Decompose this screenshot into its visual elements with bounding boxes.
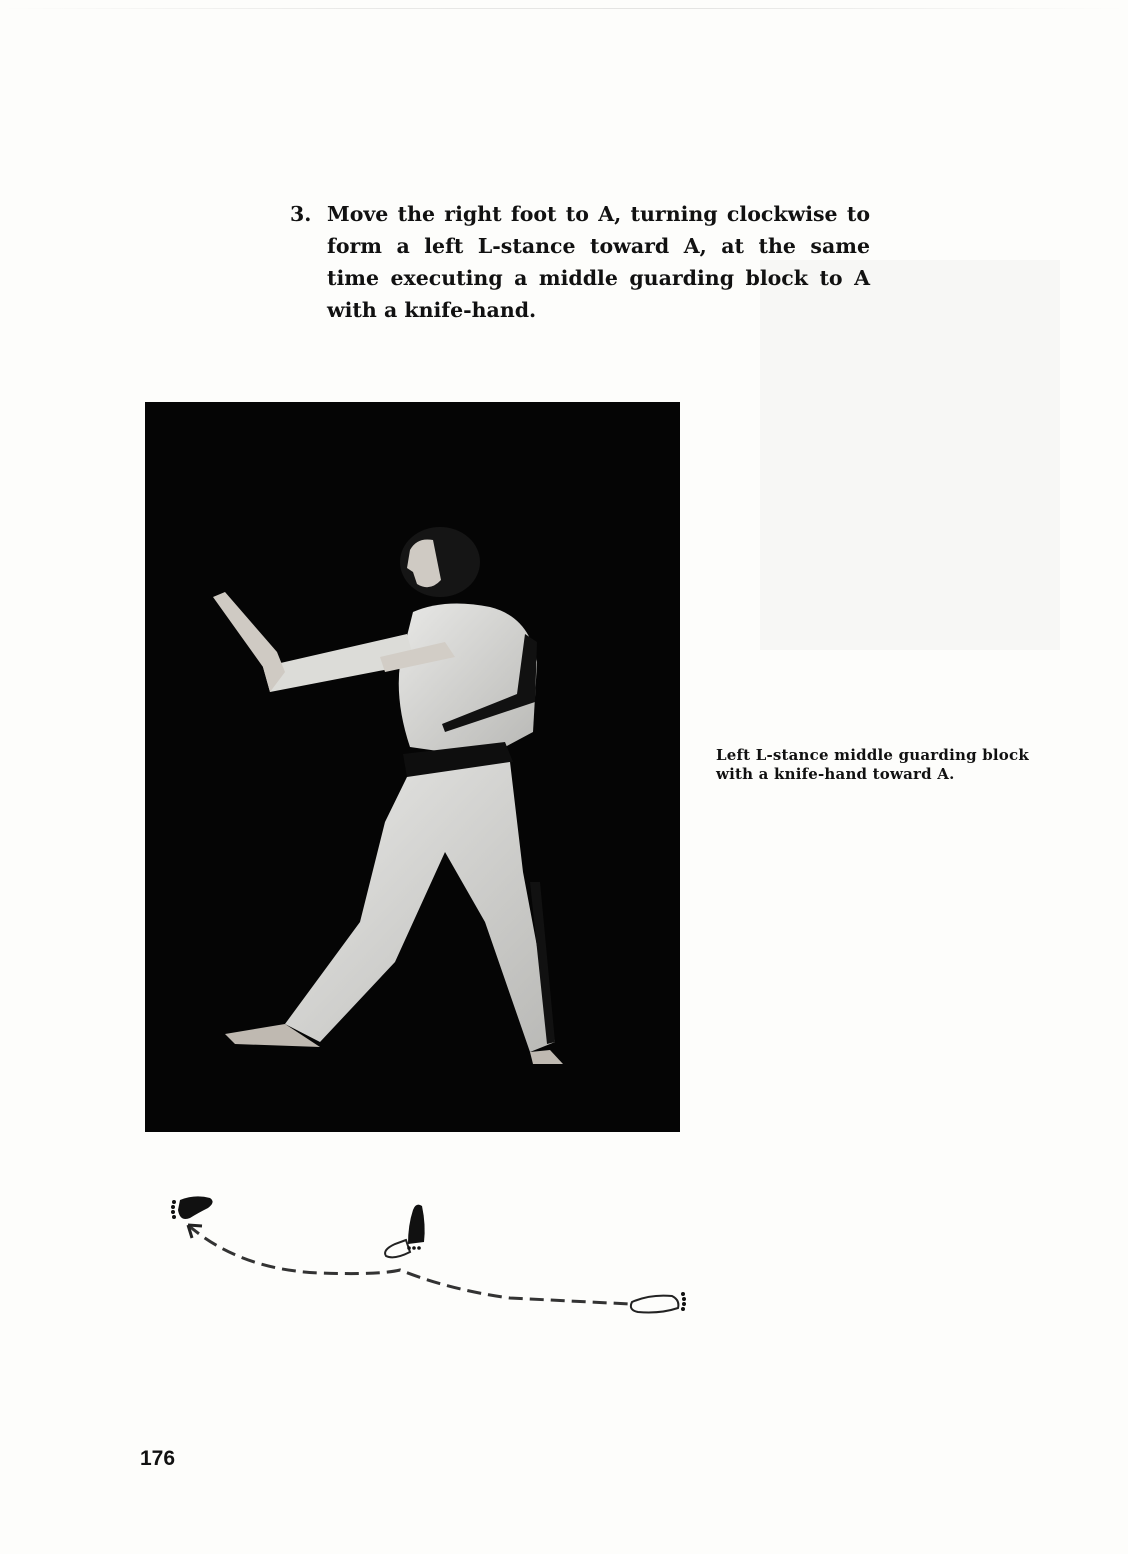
footwork-diagram: [150, 1180, 710, 1320]
martial-artist-figure: [145, 402, 680, 1132]
photo-caption: Left L-stance middle guarding block with a knife-hand toward A.: [716, 746, 1029, 783]
step-number: 3.: [290, 202, 312, 226]
footprint-end-icon: [171, 1196, 213, 1219]
instruction-step: [290, 198, 870, 326]
page-number: 176: [140, 1447, 176, 1470]
scan-top-edge: [0, 8, 1128, 9]
technique-photo: [145, 402, 680, 1132]
step-text: Move the right foot to A, turning clockwise to form a left L-stance toward A, at the same time executing a middle guarding block to A with a knife-hand.: [327, 202, 870, 322]
footprint-stationary-icon: [385, 1205, 425, 1258]
footprint-start-icon: [631, 1292, 686, 1313]
